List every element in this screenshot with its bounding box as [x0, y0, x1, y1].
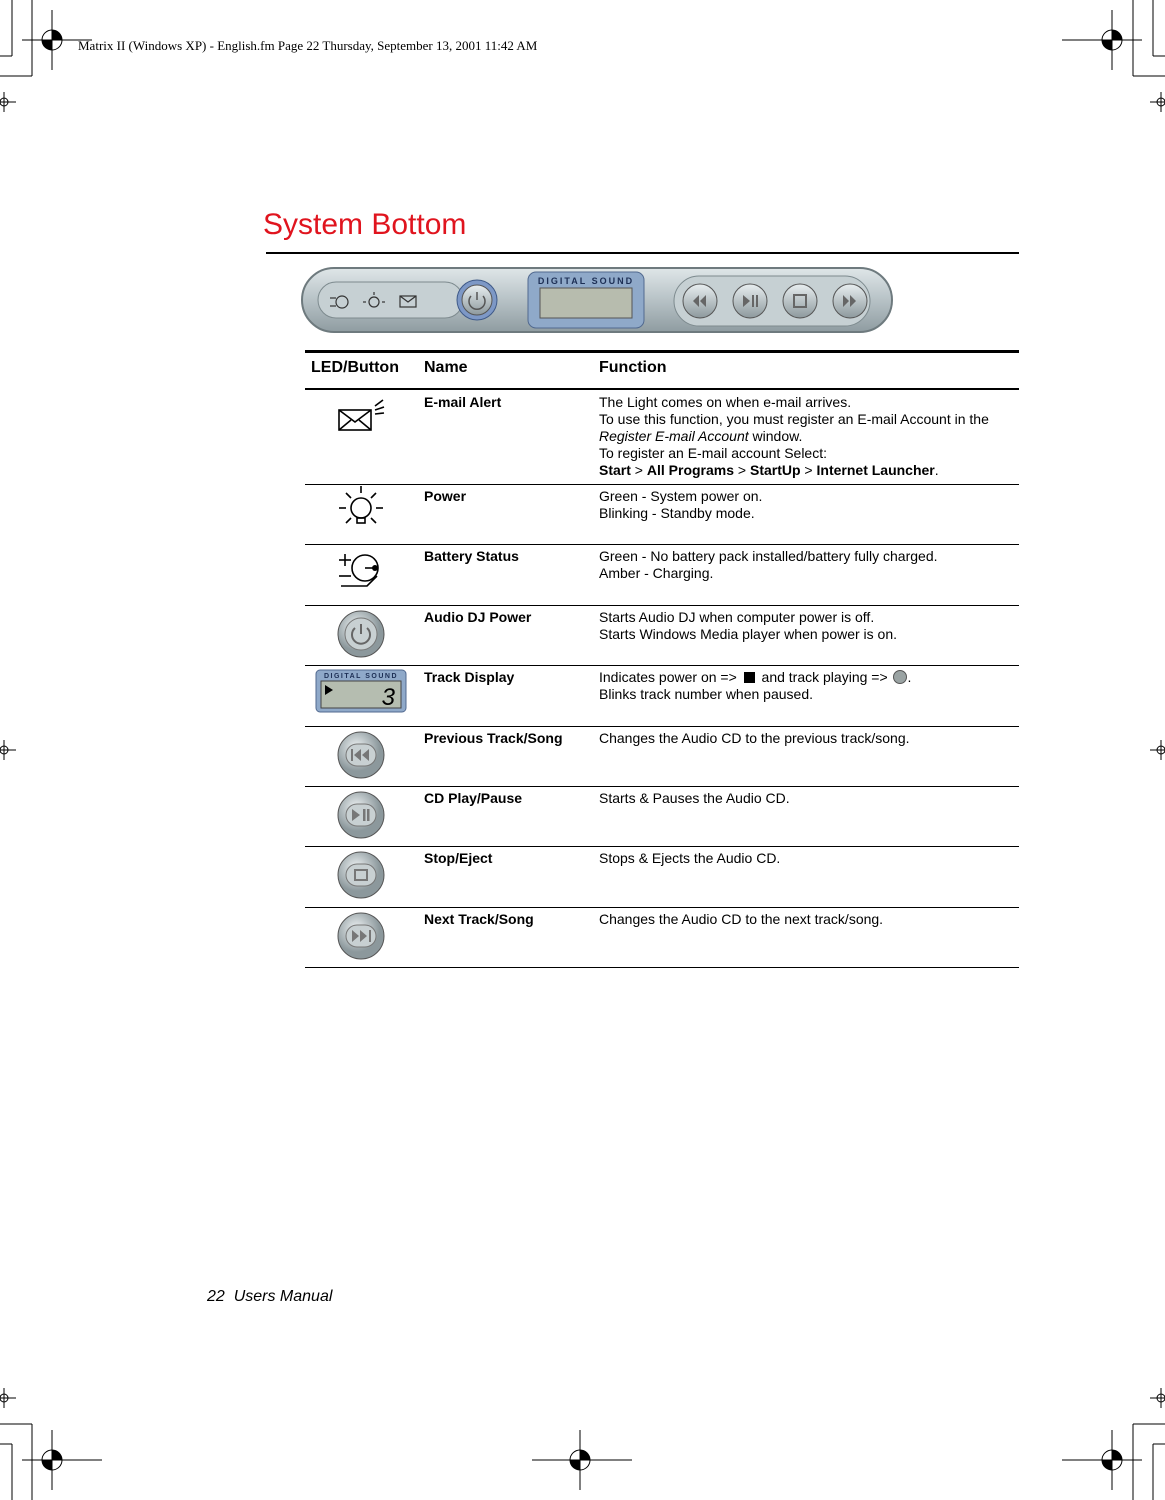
- row-name: Battery Status: [424, 548, 519, 564]
- document-header: Matrix II (Windows XP) - English.fm Page 22 Thursday, September 13, 2001 11:42 AM: [78, 38, 538, 53]
- row-function: The Light comes on when e-mail arrives. To use this function, you must register an E-mail Account in the Register E-mail Account window. To register an E-mail account Select: Start > All Programs > StartUp > Internet Launcher.: [599, 394, 989, 478]
- section-title: System Bottom: [263, 208, 467, 241]
- control-panel-illustration: [300, 266, 896, 336]
- row-function: Changes the Audio CD to the previous track/song.: [599, 730, 910, 746]
- panel-previous-button: [683, 284, 717, 318]
- track-number: 3: [381, 684, 395, 711]
- panel-next-button: [833, 284, 867, 318]
- row-name: Track Display: [424, 669, 515, 685]
- row-function: Green - No battery pack installed/battery fully charged. Amber - Charging.: [599, 548, 938, 581]
- row-name: Audio DJ Power: [424, 609, 532, 625]
- page-footer: [207, 1288, 332, 1306]
- panel-play-pause-button: [733, 284, 767, 318]
- audio-dj-power-button-icon: [336, 609, 386, 659]
- row-name: CD Play/Pause: [424, 790, 523, 806]
- page-number: 22: [207, 1288, 225, 1305]
- column-header-name: Name: [424, 359, 468, 376]
- row-name: Next Track/Song: [424, 911, 534, 927]
- table-top-rule: [305, 350, 1019, 353]
- row-function: Indicates power on => and track playing => . Blinks track number when paused.: [599, 669, 912, 702]
- row-function: Starts Audio DJ when computer power is off. Starts Windows Media player when power is on.: [599, 609, 898, 642]
- row-function: Stops & Ejects the Audio CD.: [599, 850, 781, 866]
- title-rule: [266, 252, 1019, 254]
- power-on-indicator-icon: [744, 672, 755, 683]
- table-bottom-rule: [305, 967, 1019, 968]
- track-display-label: DIGITAL SOUND: [323, 673, 399, 680]
- row-function: Changes the Audio CD to the next track/song.: [599, 911, 884, 927]
- row-name: E-mail Alert: [424, 394, 502, 410]
- email-alert-icon: [333, 396, 389, 434]
- battery-status-icon: [333, 548, 389, 594]
- row-name: Power: [424, 488, 467, 504]
- row-function: Starts & Pauses the Audio CD.: [599, 790, 790, 806]
- track-display-icon: [315, 669, 407, 713]
- row-name: Previous Track/Song: [424, 730, 563, 746]
- power-light-icon: [333, 482, 389, 538]
- footer-label: Users Manual: [233, 1288, 333, 1305]
- row-function: Green - System power on. Blinking - Standby mode.: [599, 488, 763, 521]
- previous-track-button-icon: [336, 730, 386, 780]
- next-track-button-icon: [336, 911, 386, 961]
- track-playing-indicator-icon: [893, 670, 907, 684]
- table-header-rule: [305, 388, 1019, 390]
- play-pause-button-icon: [336, 790, 386, 840]
- stop-eject-button-icon: [336, 850, 386, 900]
- column-header-led-button: LED/Button: [311, 359, 399, 376]
- row-name: Stop/Eject: [424, 850, 493, 866]
- column-header-function: Function: [599, 359, 667, 376]
- panel-stop-button: [783, 284, 817, 318]
- panel-lcd-label: DIGITAL SOUND: [537, 276, 635, 286]
